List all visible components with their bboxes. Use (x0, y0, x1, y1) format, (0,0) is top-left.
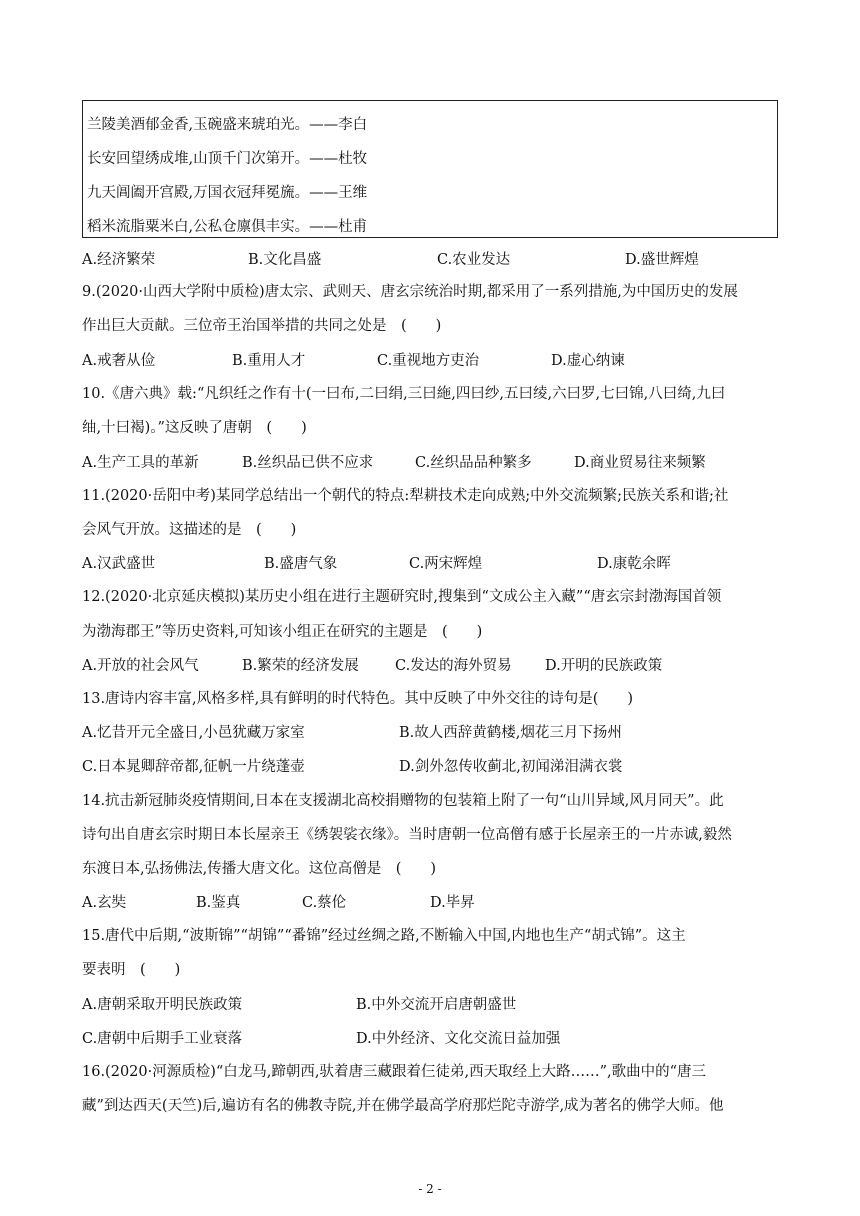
option: C.蔡伦 (302, 895, 347, 911)
option: C.唐朝中后期手工业衰落 (82, 1031, 243, 1047)
question-stem: 东渡日本,弘扬佛法,传播大唐文化。这位高僧是 ( ) (82, 861, 437, 877)
option: A.玄奘 (82, 895, 127, 911)
option: A.经济繁荣 (82, 252, 156, 268)
option: C.两宋辉煌 (409, 556, 483, 572)
poem-box (82, 100, 778, 238)
poem-line: 长安回望绣成堆,山顶千门次第开。——杜牧 (87, 151, 368, 167)
option: A.开放的社会风气 (82, 658, 199, 674)
question-stem: 要表明 ( ) (82, 962, 181, 978)
option: B.重用人才 (232, 353, 306, 369)
poem-line: 九天阊阖开宫殿,万国衣冠拜冕旒。——王维 (87, 185, 368, 201)
question-stem: 15.唐代中后期,“波斯锦”“胡锦”“番锦”经过丝绸之路,不断输入中国,内地也生产“胡式锦”。这主 (82, 928, 686, 944)
option: C.日本晁卿辞帝都,征帆一片绕蓬壶 (82, 759, 305, 775)
question-stem: 9.(2020·山西大学附中质检)唐太宗、武则天、唐玄宗统治时期,都采用了一系列措施,为中国历史的发展 (82, 284, 738, 300)
poem-line: 兰陵美酒郁金香,玉碗盛来琥珀光。——李白 (87, 117, 368, 133)
option: D.康乾余晖 (597, 556, 671, 572)
page-number: - 2 - (418, 1182, 442, 1196)
question-stem: 13.唐诗内容丰富,风格多样,具有鲜明的时代特色。其中反映了中外交往的诗句是( ) (82, 691, 634, 707)
option: C.丝织品品种繁多 (415, 455, 532, 471)
option: B.鉴真 (196, 895, 241, 911)
option: A.戒奢从俭 (82, 353, 156, 369)
question-stem: 为渤海郡王”等历史资料,可知该小组正在研究的主题是 ( ) (82, 624, 483, 640)
option: A.忆昔开元全盛日,小邑犹藏万家室 (82, 725, 305, 741)
option: D.中外经济、文化交流日益加强 (356, 1031, 561, 1047)
question-stem: 14.抗击新冠肺炎疫情期间,日本在支援湖北高校捐赠物的包装箱上附了一句“山川异域,风月同天”。此 (82, 793, 724, 809)
question-stem: 作出巨大贡献。三位帝王治国举措的共同之处是 ( ) (82, 318, 442, 334)
option: D.开明的民族政策 (545, 658, 663, 674)
option: B.丝织品已供不应求 (242, 455, 374, 471)
option: A.汉武盛世 (82, 556, 156, 572)
option: C.发达的海外贸易 (395, 658, 512, 674)
option: D.商业贸易往来频繁 (574, 455, 706, 471)
question-stem: 16.(2020·河源质检)“白龙马,蹄朝西,驮着唐三藏跟着仨徒弟,西天取经上大路……”,歌曲中的“唐三 (82, 1064, 707, 1080)
option: C.农业发达 (437, 252, 511, 268)
option: A.生产工具的革新 (82, 455, 199, 471)
question-stem: 藏”到达西天(天竺)后,遍访有名的佛教寺院,并在佛学最高学府那烂陀寺游学,成为著名的佛学大师。他 (82, 1098, 724, 1114)
option: A.唐朝采取开明民族政策 (82, 997, 243, 1013)
option: B.中外交流开启唐朝盛世 (356, 997, 517, 1013)
question-stem: 11.(2020·岳阳中考)某同学总结出一个朝代的特点:犁耕技术走向成熟;中外交流频繁;民族关系和谐;社 (82, 488, 729, 504)
option: D.盛世辉煌 (625, 252, 699, 268)
option: B.文化昌盛 (248, 252, 322, 268)
question-stem: 12.(2020·北京延庆模拟)某历史小组在进行主题研究时,搜集到“文成公主入藏”“唐玄宗封渤海国首领 (82, 589, 722, 605)
option: D.毕昇 (430, 895, 475, 911)
question-stem: 会风气开放。这描述的是 ( ) (82, 522, 297, 538)
option: B.盛唐气象 (264, 556, 338, 572)
poem-line: 稻米流脂粟米白,公私仓廪俱丰实。——杜甫 (87, 219, 368, 235)
option: B.繁荣的经济发展 (242, 658, 359, 674)
question-stem: 诗句出自唐玄宗时期日本长屋亲王《绣袈裟衣缘》。当时唐朝一位高僧有感于长屋亲王的一片赤诚,毅然 (82, 827, 732, 843)
question-stem: 10.《唐六典》载:“凡织纴之作有十(一曰布,二曰绢,三曰絁,四曰纱,五曰绫,六曰罗,七曰锦,八曰绮,九曰 (82, 386, 726, 402)
option: D.剑外忽传收蓟北,初闻涕泪满衣裳 (399, 759, 623, 775)
option: C.重视地方吏治 (377, 353, 480, 369)
option: D.虚心纳谏 (551, 353, 625, 369)
option: B.故人西辞黄鹤楼,烟花三月下扬州 (399, 725, 622, 741)
question-stem: 䌷,十曰褐)。”这反映了唐朝 ( ) (82, 420, 307, 436)
